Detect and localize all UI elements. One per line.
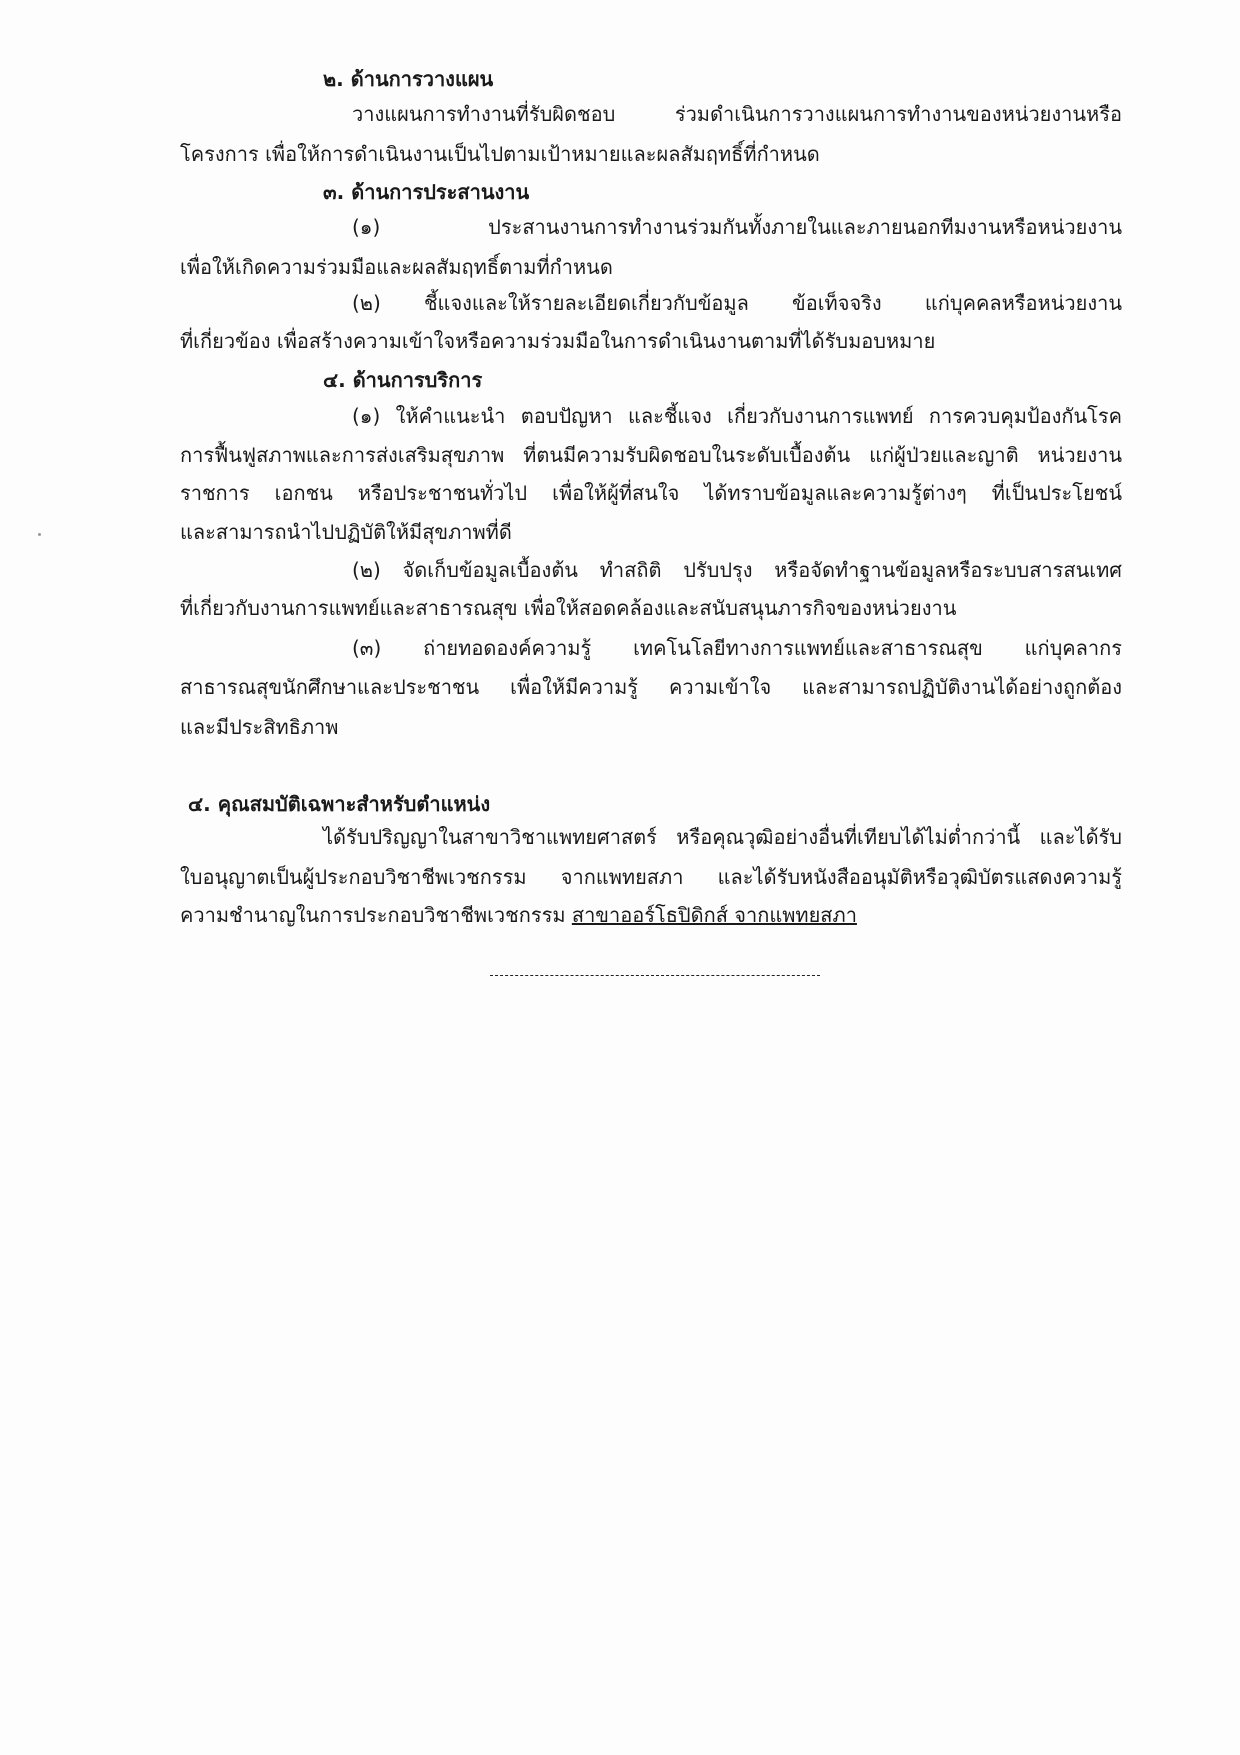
section-4-heading: ๔. ด้านการบริการ xyxy=(323,368,483,392)
qualification-line-2: ใบอนุญาตเป็นผู้ประกอบวิชาชีพเวชกรรม จากแพทยสภา และได้รับหนังสืออนุมัติหรือวุฒิบัตรแสดงความรู้ xyxy=(180,865,1122,889)
section-2-line-2: โครงการ เพื่อให้การดำเนินงานเป็นไปตามเป้าหมายและผลสัมฤทธิ์ที่กำหนด xyxy=(180,142,820,166)
section-2-heading: ๒. ด้านการวางแผน xyxy=(323,67,494,91)
section-3-item-1-line-2: เพื่อให้เกิดความร่วมมือและผลสัมฤทธิ์ตามที่กำหนด xyxy=(180,255,613,279)
section-3-heading: ๓. ด้านการประสานงาน xyxy=(323,180,530,204)
section-4-item-1-line-4: และสามารถนำไปปฏิบัติให้มีสุขภาพที่ดี xyxy=(180,520,512,544)
margin-mark xyxy=(38,533,41,536)
section-3-item-2-line-2: ที่เกี่ยวข้อง เพื่อสร้างความเข้าใจหรือความร่วมมือในการดำเนินงานตามที่ได้รับมอบหมาย xyxy=(180,329,936,353)
section-3-item-2-line-1: (๒) ชี้แจงและให้รายละเอียดเกี่ยวกับข้อมูล ข้อเท็จจริง แก่บุคคลหรือหน่วยงาน xyxy=(352,291,1122,315)
section-4-item-3-line-1: (๓) ถ่ายทอดองค์ความรู้ เทคโนโลยีทางการแพทย์และสาธารณสุข แก่บุคลากร xyxy=(352,636,1122,660)
qualification-line-3-prefix: ความชำนาญในการประกอบวิชาชีพเวชกรรม xyxy=(180,903,572,927)
closing-divider-text xyxy=(490,962,820,972)
section-2-line-1: วางแผนการทำงานที่รับผิดชอบ ร่วมดำเนินการวางแผนการทำงานของหน่วยงานหรือ xyxy=(352,102,1122,126)
section-4-item-1-line-2: การฟื้นฟูสภาพและการส่งเสริมสุขภาพ ที่ตนมีความรับผิดชอบในระดับเบื้องต้น แก่ผู้ป่วยและญาติ หน่วยงาน xyxy=(180,443,1122,467)
qualification-specialty-underlined: สาขาออร์โธปิดิกส์ จากแพทยสภา xyxy=(571,903,857,927)
qualification-line-1: ได้รับปริญญาในสาขาวิชาแพทยศาสตร์ หรือคุณวุฒิอย่างอื่นที่เทียบได้ไม่ต่ำกว่านี้ และได้รับ xyxy=(323,825,1122,849)
section-4-item-3-line-3: และมีประสิทธิภาพ xyxy=(180,715,339,739)
section-3-item-1-line-1: (๑) ประสานงานการทำงานร่วมกันทั้งภายในและภายนอกทีมงานหรือหน่วยงาน xyxy=(352,215,1122,239)
qualification-line-3 xyxy=(180,898,857,932)
section-4-item-2-line-1: (๒) จัดเก็บข้อมูลเบื้องต้น ทำสถิติ ปรับปรุง หรือจัดทำฐานข้อมูลหรือระบบสารสนเทศ xyxy=(352,558,1122,582)
section-4-item-2-line-2: ที่เกี่ยวกับงานการแพทย์และสาธารณสุข เพื่อให้สอดคล้องและสนับสนุนภารกิจของหน่วยงาน xyxy=(180,596,957,620)
closing-divider xyxy=(490,975,820,976)
qualification-heading: ๔. คุณสมบัติเฉพาะสำหรับตำแหน่ง xyxy=(188,792,491,816)
section-4-item-1-line-3: ราชการ เอกชน หรือประชาชนทั่วไป เพื่อให้ผู้ที่สนใจ ได้ทราบข้อมูลและความรู้ต่างๆ ที่เป็นประโยชน์ xyxy=(180,481,1122,505)
section-4-item-3-line-2: สาธารณสุขนักศึกษาและประชาชน เพื่อให้มีความรู้ ความเข้าใจ และสามารถปฏิบัติงานได้อย่างถูกต้อง xyxy=(180,675,1122,699)
section-4-item-1-line-1: (๑) ให้คำแนะนำ ตอบปัญหา และชี้แจง เกี่ยวกับงานการแพทย์ การควบคุมป้องกันโรค xyxy=(352,404,1122,428)
